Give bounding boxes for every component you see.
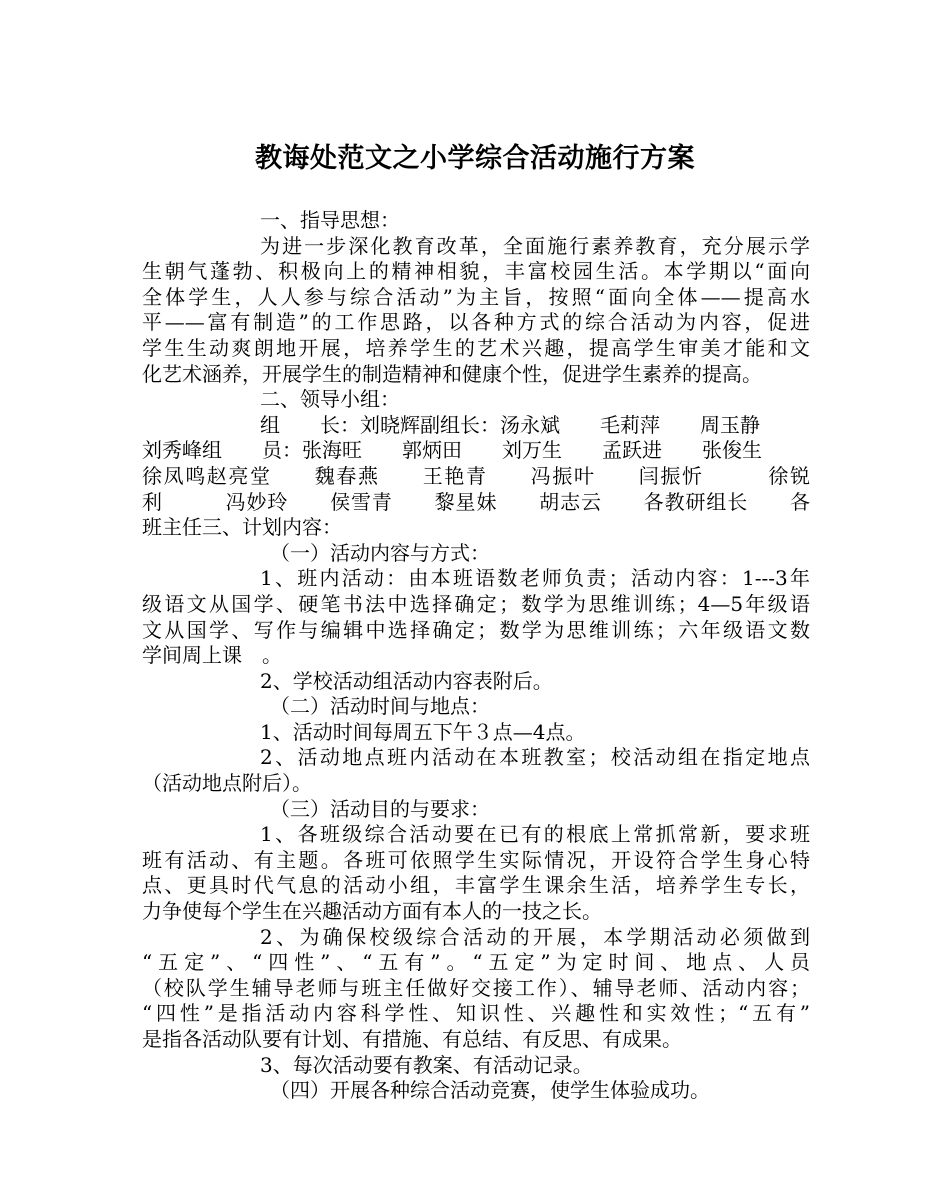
member-list-line: 利 冯妙玲 侯雪青 黎星妹 胡志云 各教研组长 各 [142, 489, 810, 514]
subsection-heading-content-format: （一）活动内容与方式： [270, 540, 490, 565]
paragraph-line: （校队学生辅导老师与班主任做好交接工作）、辅导老师、活动内容； [142, 975, 810, 1000]
subsection-heading-time-place: （二）活动时间与地点： [270, 694, 490, 719]
paragraph-line: 为进一步深化教育改革，全面施行素养教育，充分展示学 [260, 233, 810, 258]
paragraph-line: 1、活动时间每周五下午３点—4点。 [260, 719, 586, 744]
paragraph-line: “五定”、“四性”、“五有”。“五定”为定时间、地点、人员 [142, 950, 810, 975]
paragraph-line: 1、班内活动：由本班语数老师负责；活动内容：1---3年 [260, 566, 810, 591]
member-list-line: 班主任三、计划内容： [142, 515, 342, 540]
document-body [142, 208, 810, 1104]
paragraph-line: 班有活动、有主题。各班可依照学生实际情况，开设符合学生身心特 [142, 847, 810, 872]
paragraph-line: 2、学校活动组活动内容表附后。 [260, 668, 553, 693]
paragraph-line: 点、更具时代气息的活动小组，丰富学生课余生活，培养学生专长， [142, 873, 810, 898]
paragraph-line: 学间周上课 。 [142, 643, 282, 668]
paragraph-line: 是指各活动队要有计划、有措施、有总结、有反思、有成果。 [142, 1027, 682, 1051]
section-heading-leadership-group: 二、领导小组： [260, 387, 400, 412]
subsection-heading-competitions: （四）开展各种综合活动竞赛，使学生体验成功。 [270, 1078, 710, 1103]
paragraph-line: （活动地点附后）。 [142, 771, 312, 796]
paragraph-line: 级语文从国学、硬笔书法中选择确定；数学为思维训练；4—5年级语 [142, 591, 810, 616]
document-title: 教诲处范文之小学综合活动施行方案 [255, 143, 695, 174]
paragraph-line: 生朝气蓬勃、积极向上的精神相貌，丰富校园生活。本学期以“面向 [142, 259, 810, 284]
paragraph-line: 2、为确保校级综合活动的开展，本学期活动必须做到 [260, 924, 810, 949]
paragraph-line: 学生生动爽朗地开展，培养学生的艺术兴趣，提高学生审美才能和文 [142, 335, 810, 360]
paragraph-line: 平——富有制造”的工作思路，以各种方式的综合活动为内容，促进 [142, 310, 810, 335]
subsection-heading-goals-requirements: （三）活动目的与要求： [270, 796, 490, 821]
paragraph-line: 力争使每个学生在兴趣活动方面有本人的一技之长。 [142, 899, 602, 924]
paragraph-line: 1、各班级综合活动要在已有的根底上常抓常新，要求班 [260, 822, 810, 847]
member-list-line: 组 长：刘晓辉副组长：汤永斌 毛莉萍 周玉静 [260, 412, 760, 437]
paragraph-line: 3、每次活动要有教案、有活动记录。 [260, 1052, 593, 1077]
paragraph-line: “四性”是指活动内容科学性、知识性、兴趣性和实效性；“五有” [142, 1001, 810, 1026]
member-list-line: 刘秀峰组 员：张海旺 郭炳田 刘万生 孟跃进 张俊生 [142, 438, 762, 463]
paragraph-line: 化艺术涵养，开展学生的制造精神和健康个性，促进学生素养的提高。 [142, 361, 762, 386]
paragraph-line: 文从国学、写作与编辑中选择确定；数学为思维训练；六年级语文数 [142, 617, 810, 642]
section-heading-guiding-thought: 一、指导思想： [260, 208, 400, 232]
paragraph-line: 全体学生，人人参与综合活动”为主旨，按照“面向全体——提高水 [142, 284, 810, 309]
paragraph-line: 2、活动地点班内活动在本班教室；校活动组在指定地点 [260, 745, 810, 770]
member-list-line: 徐凤鸣赵亮堂 魏春燕 王艳青 冯振叶 闫振忻 徐锐 [142, 463, 810, 488]
